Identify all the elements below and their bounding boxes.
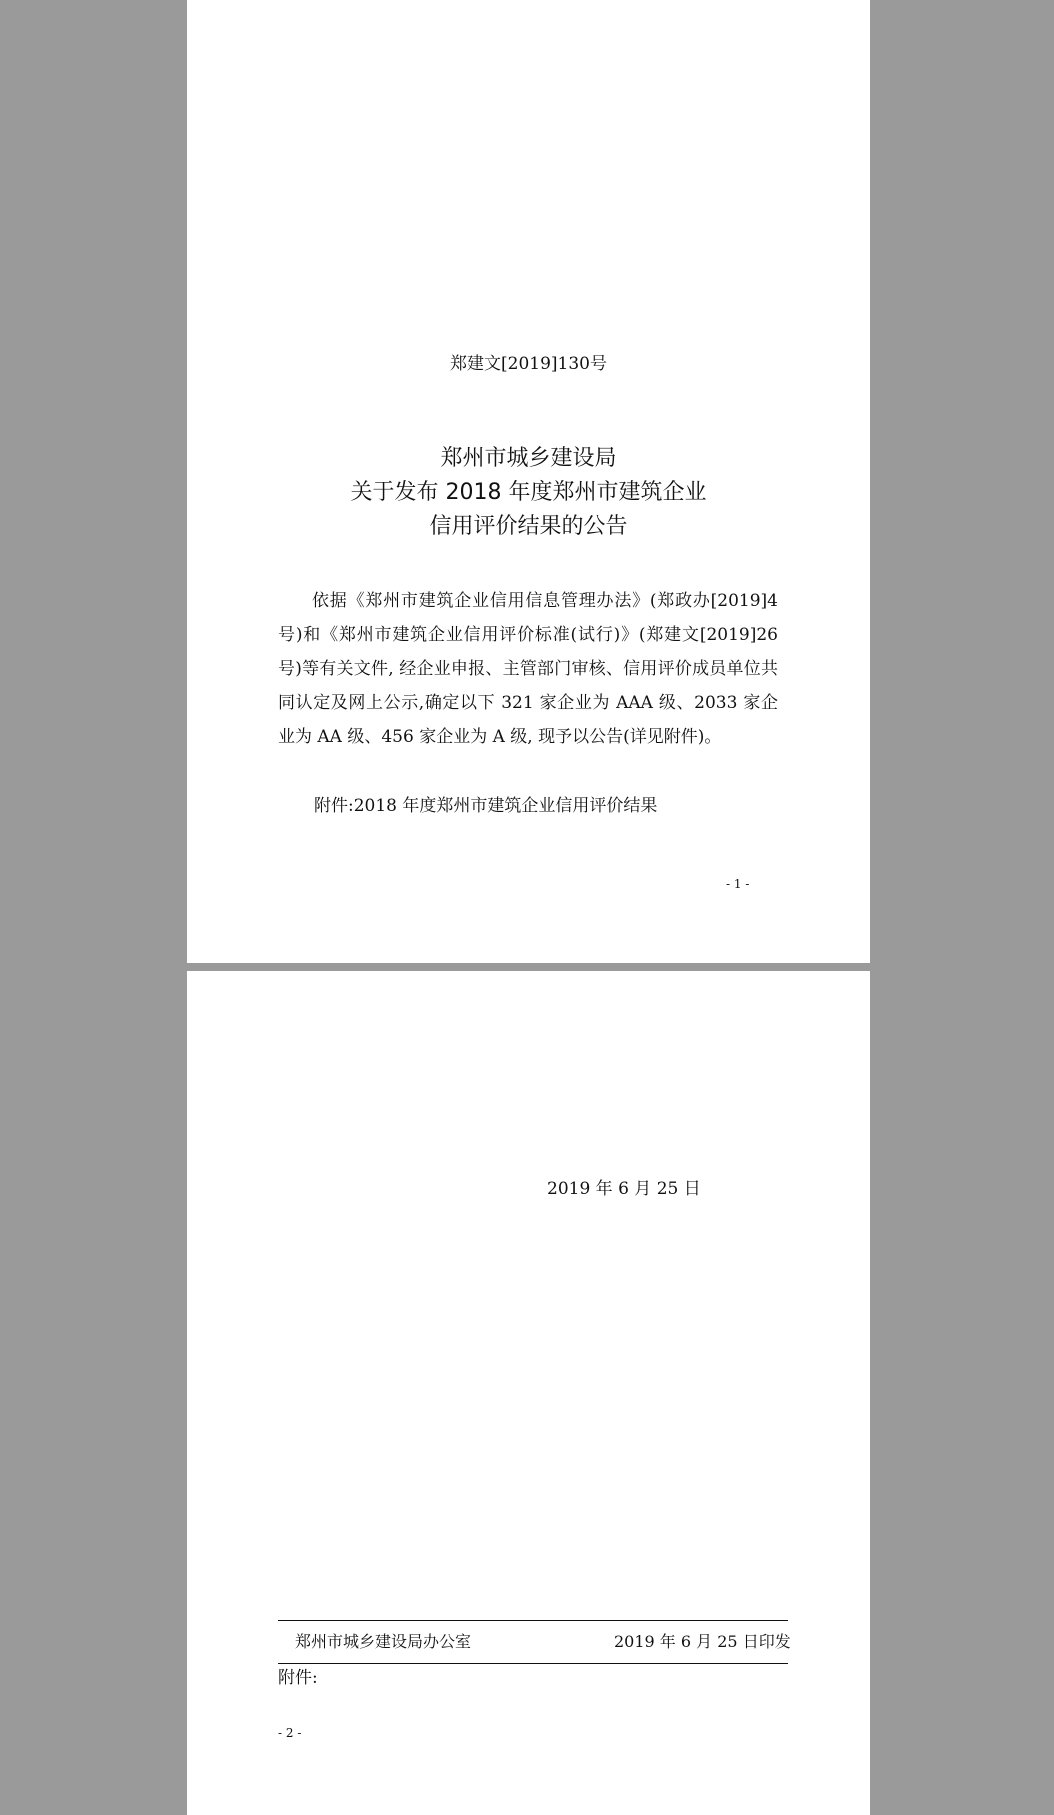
signature-date: 2019 年 6 月 25 日: [547, 1179, 701, 1199]
document-number: 郑建文[2019]130号: [450, 354, 607, 374]
title-line-3: 信用评价结果的公告: [429, 514, 628, 539]
document-page-2: [187, 971, 870, 1815]
attachment-reference: 附件:2018 年度郑州市建筑企业信用评价结果: [314, 796, 658, 816]
document-page-1: [187, 0, 870, 963]
footer-rule-top: [278, 1620, 788, 1621]
footer-attachment-label: 附件:: [278, 1668, 318, 1688]
footer-print-date: 2019 年 6 月 25 日印发: [614, 1632, 791, 1651]
footer-rule-bottom: [278, 1663, 788, 1664]
page-number: - 1 -: [726, 877, 750, 891]
document-title: [187, 442, 870, 544]
title-line-2: 关于发布 2018 年度郑州市建筑企业: [350, 480, 707, 505]
footer-issuing-office: 郑州市城乡建设局办公室: [295, 1632, 472, 1651]
page-number: - 2 -: [278, 1726, 302, 1740]
body-paragraph: 依据《郑州市建筑企业信用信息管理办法》(郑政办[2019]4号)和《郑州市建筑企业信用评价标准(试行)》(郑建文[2019]26号)等有关文件, 经企业申报、主管部门审核、信用评价成员单位共同认定及网上公示,确定以下 321 家企业为 AAA 级、2033 家企业为 AA 级、456 家企业为 A 级, 现予以公告(详见附件)。: [278, 591, 778, 747]
title-line-1: 郑州市城乡建设局: [440, 446, 617, 471]
